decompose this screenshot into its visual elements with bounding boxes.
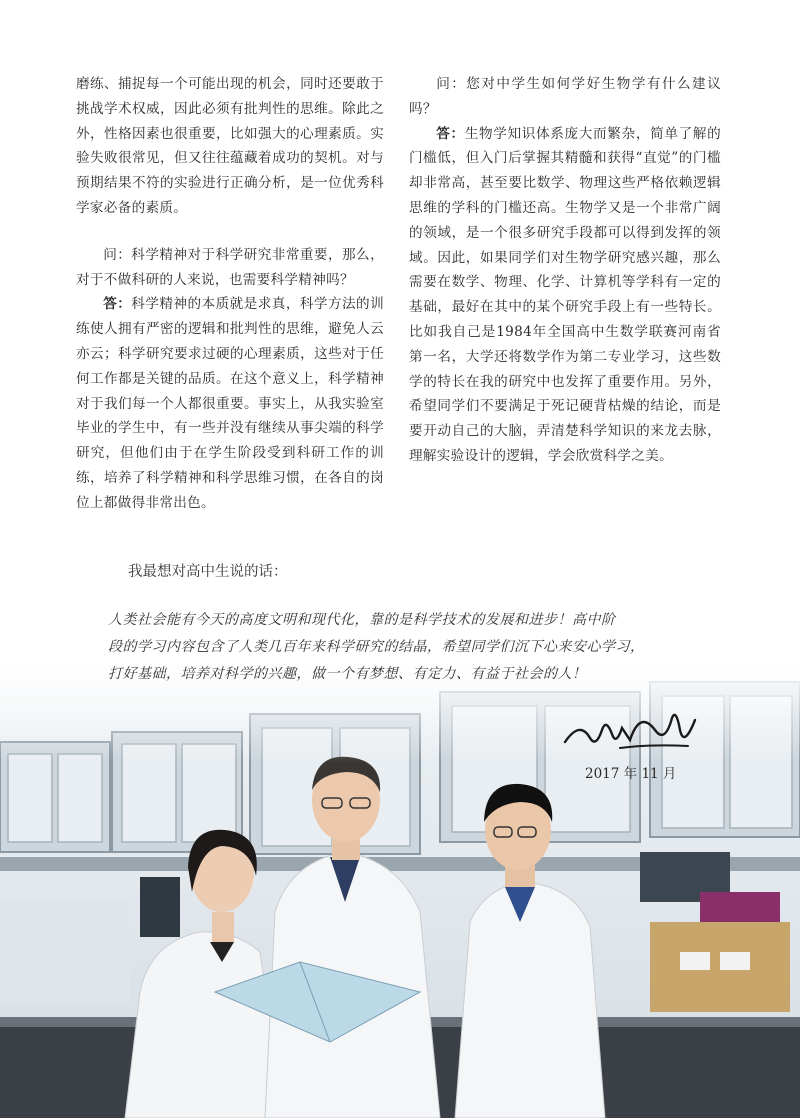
- answer-label: 答：: [103, 296, 132, 313]
- right-column: [409, 72, 721, 469]
- message-body: [108, 607, 708, 688]
- message-line-1: 人类社会能有今天的高度文明和现代化，靠的是科学技术的发展和进步！高中阶: [108, 612, 616, 628]
- answer-2: [76, 292, 384, 515]
- signature-icon: [560, 700, 700, 760]
- message-heading: 我最想对高中生说的话：: [128, 564, 288, 580]
- answer-3: [409, 122, 721, 469]
- message-line-3: 打好基础，培养对科学的兴趣，做一个有梦想、有定力、有益于社会的人！: [108, 666, 587, 682]
- question-2: 问：科学精神对于科学研究非常重要，那么，对于不做科研的人来说，也需要科学精神吗？: [76, 246, 384, 288]
- answer-3-text: 生物学知识体系庞大而繁杂，简单了解的门槛低，但入门后掌握其精髓和获得“直觉”的门槛却非常高，甚至要比数学、物理这些严格依赖逻辑思维的学科的门槛还高。生物学又是一个非常广阔的领域，是一个很多研究手段都可以得到发挥的领域。因此，如果同学们对生物学研究感兴趣，那么需要在数学、物理、化学、计算机等学科有一定的基础，最好在其中的某个研究手段上有一些特长。比如我自己是1984年全国高中生数学联赛河南省第一名，大学还将数学作为第二专业学习，这些数学的特长在我的研究中也发挥了重要作用。另外，希望同学们不要满足于死记硬背枯燥的结论，而是要开动自己的大脑，弄清楚科学知识的来龙去脉，理解实验设计的逻辑，学会欣赏科学之美。: [409, 125, 721, 464]
- answer-2-text: 科学精神的本质就是求真，科学方法的训练使人拥有严密的逻辑和批判性的思维，避免人云亦云；科学研究要求过硬的心理素质，这些对于任何工作都是关键的品质。在这个意义上，科学精神对于我们每一个人都很重要。事实上，从我实验室毕业的学生中，有一些并没有继续从事尖端的科学研究，但他们由于在学生阶段受到科研工作的训练，培养了科学精神和科学思维习惯，在各自的岗位上都做得非常出色。: [76, 296, 384, 511]
- left-column: [76, 72, 384, 516]
- date: 2017 年 11 月: [585, 766, 677, 782]
- message-line-2: 段的学习内容包含了人类几百年来科学研究的结晶，希望同学们沉下心来安心学习，: [108, 639, 645, 655]
- paragraph-1: 磨练、捕捉每一个可能出现的机会，同时还要敢于挑战学术权威，因此必须有批判性的思维。除此之外，性格因素也很重要，比如强大的心理素质。实验失败很常见，但又往往蕴藏着成功的契机。对与预期结果不符的实验进行正确分析，是一位优秀科学家必备的素质。: [76, 76, 384, 216]
- question-3: 问：您对中学生如何学好生物学有什么建议吗？: [409, 76, 721, 117]
- answer-label: 答：: [436, 125, 465, 142]
